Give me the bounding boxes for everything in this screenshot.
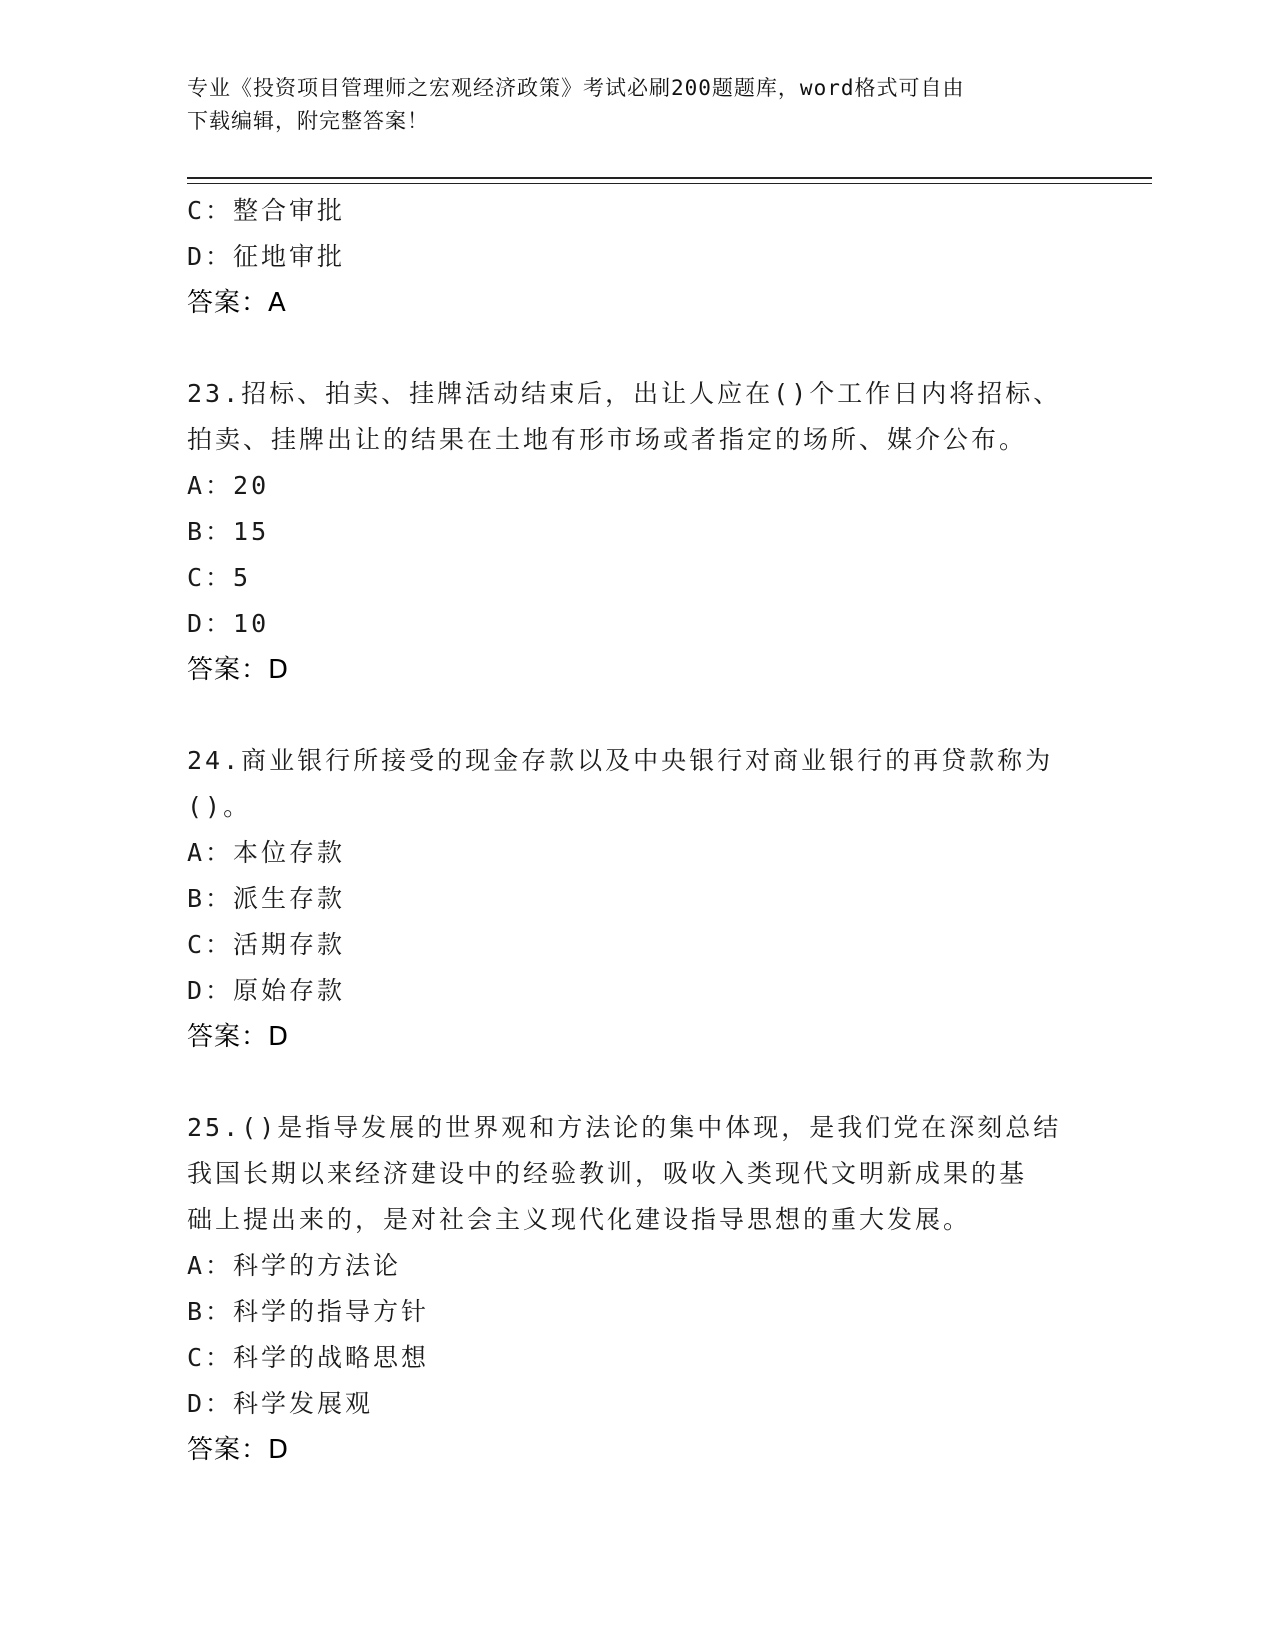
- option-b: B：15: [187, 517, 270, 546]
- question-25: [187, 1105, 1087, 1473]
- option-b: B：派生存款: [187, 884, 346, 913]
- question-text-line: ()。: [187, 792, 252, 821]
- header-line-1: 专业《投资项目管理师之宏观经济政策》考试必刷200题题库，word格式可自由: [187, 76, 965, 100]
- question-gap: [187, 326, 1087, 371]
- question-24: [187, 738, 1087, 1060]
- question-text-line: 24.商业银行所接受的现金存款以及中央银行对商业银行的再贷款称为: [187, 746, 1054, 775]
- header-divider-thin: [187, 183, 1152, 184]
- question-text-line: 我国长期以来经济建设中的经验教训，吸收入类现代文明新成果的基: [187, 1159, 1028, 1188]
- option-c: C：活期存款: [187, 930, 346, 959]
- option-a: A：本位存款: [187, 838, 346, 867]
- option-d: D：原始存款: [187, 976, 346, 1005]
- option-c: C：科学的战略思想: [187, 1343, 430, 1372]
- answer-line: 答案：D: [187, 655, 290, 685]
- question-23: [187, 371, 1087, 693]
- answer-line: 答案：D: [187, 1022, 290, 1052]
- question-22-continued: [187, 188, 1087, 326]
- question-text-line: 25.()是指导发展的世界观和方法论的集中体现，是我们党在深刻总结: [187, 1113, 1062, 1142]
- option-c: C：整合审批: [187, 196, 346, 225]
- question-gap: [187, 693, 1087, 738]
- header-line-2: 下载编辑，附完整答案！: [187, 109, 429, 133]
- document-header: [187, 72, 1067, 138]
- question-list: [187, 188, 1087, 1473]
- question-text-line: 23.招标、拍卖、挂牌活动结束后，出让人应在()个工作日内将招标、: [187, 379, 1062, 408]
- option-d: D：征地审批: [187, 242, 346, 271]
- question-gap: [187, 1060, 1087, 1105]
- answer-line: 答案：D: [187, 1435, 290, 1465]
- option-a: A：20: [187, 471, 270, 500]
- header-divider-thick: [187, 177, 1152, 179]
- option-c: C：5: [187, 563, 252, 592]
- option-d: D：科学发展观: [187, 1389, 374, 1418]
- answer-line: 答案：A: [187, 288, 287, 318]
- option-b: B：科学的指导方针: [187, 1297, 430, 1326]
- option-d: D：10: [187, 609, 270, 638]
- option-a: A：科学的方法论: [187, 1251, 402, 1280]
- question-text-line: 拍卖、挂牌出让的结果在土地有形市场或者指定的场所、媒介公布。: [187, 425, 1028, 454]
- question-text-line: 础上提出来的，是对社会主义现代化建设指导思想的重大发展。: [187, 1205, 972, 1234]
